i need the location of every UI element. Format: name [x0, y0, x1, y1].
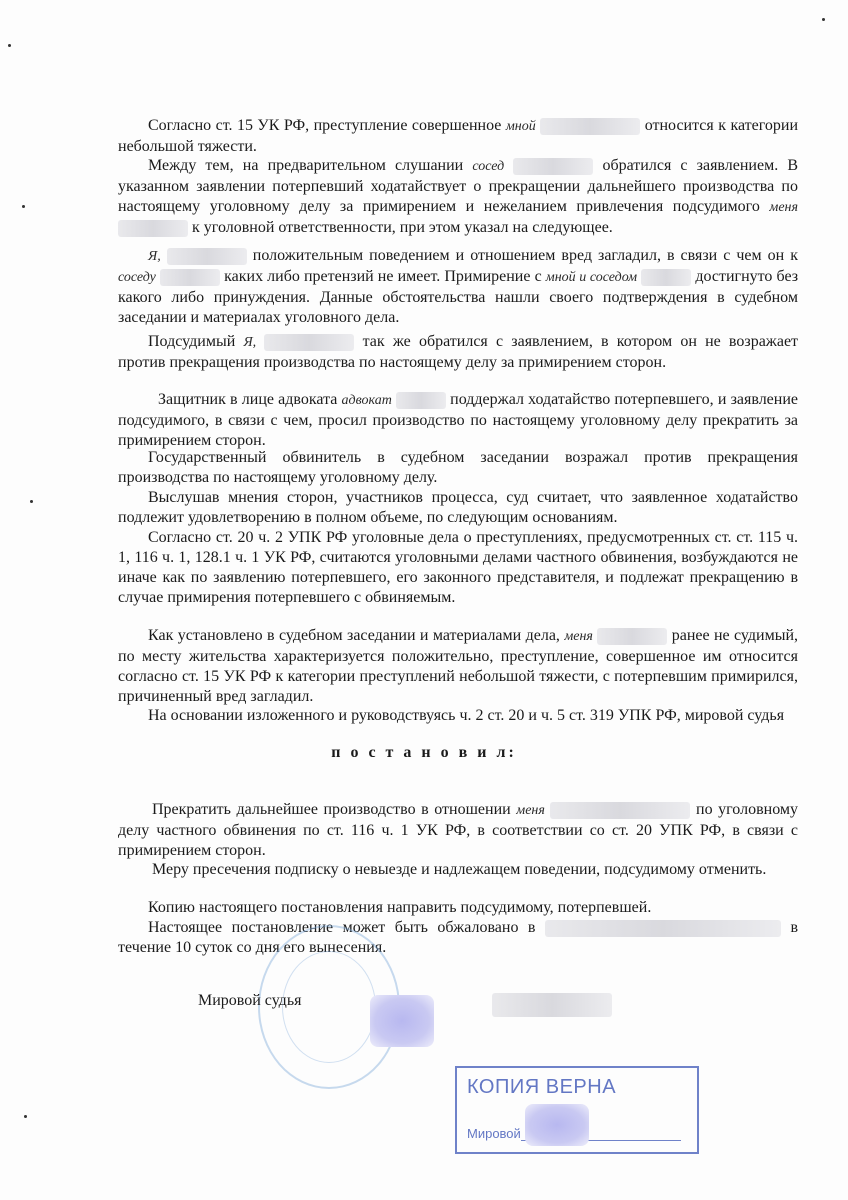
paragraph-13: Копию настоящего постановления направить подсудимому, потерпевшей.	[148, 899, 652, 916]
paragraph-7: Выслушав мнения сторон, участников процесса, суд считает, что заявленное ходатайство подлежит удовлетворению в полном объеме, по следующим основаниям.	[118, 489, 798, 526]
redaction	[641, 269, 691, 286]
redaction	[118, 220, 188, 237]
stamp-signature-redaction	[525, 1104, 589, 1146]
judge-name-redaction	[492, 993, 612, 1017]
signature-label: Мировой судья	[198, 992, 302, 1009]
handwritten-note: мной и соседом	[545, 270, 638, 285]
paragraph-9: Как установлено в судебном заседании и материалами дела, меня ранее не судимый, по месту жительства характеризуется положительно, преступление, совершенное им относится согласно ст. 15 УК РФ к категории преступлений небольшой тяжести, с потерпевшим примирился, причиненный вред загладил.	[118, 627, 799, 705]
resolution-heading: п о с т а н о в и л:	[331, 744, 517, 761]
paragraph-3: Я, положительным поведением и отношением вред загладил, в связи с чем он к соседу каких либо претензий не имеет. Примирение с мной и соседом достигнуто без какого либо принуждения. Данные обстоятельства нашли своего подтверждения в судебном заседании и материалах уголовного дела.	[118, 247, 799, 326]
redaction	[540, 118, 640, 135]
certified-copy-stamp	[455, 1066, 699, 1154]
redaction	[160, 269, 220, 286]
redaction	[550, 802, 690, 819]
stamp-subtitle: Мировой	[467, 1126, 521, 1141]
paragraph-6: Государственный обвинитель в судебном заседании возражал против прекращения производства по настоящему уголовному делу.	[118, 449, 798, 486]
redaction	[167, 248, 247, 265]
paragraph-12: Меру пресечения подписку о невыезде и надлежащем поведении, подсудимому отменить.	[152, 861, 767, 878]
redaction	[513, 158, 593, 175]
handwritten-note: меня	[769, 200, 799, 215]
paragraph-4: Подсудимый Я, так же обратился с заявлением, в котором он не возражает против прекращения производства по настоящему делу за примирением сторон.	[118, 333, 799, 371]
handwritten-note: адвокат	[341, 393, 392, 408]
paragraph-8: Согласно ст. 20 ч. 2 УПК РФ уголовные дела о преступлениях, предусмотренных ст. ст. 115 ч. 1, 116 ч. 1, 128.1 ч. 1 УК РФ, считаются уголовными делами частного обвинения, возбуждаются не иначе как по заявлению потерпевшего, его законного представителя, и подлежат прекращению в случае примирения потерпевшего с обвиняемым.	[118, 529, 798, 606]
paragraph-2: Между тем, на предварительном слушании сосед обратился с заявлением. В указанном заявлении потерпевший ходатайствует о прекращении дальнейшего производства по настоящему уголовному делу за примирением и нежеланием привлечения подсудимого меня к уголовной ответственности, при этом указал на следующее.	[118, 157, 799, 236]
paragraph-10: На основании изложенного и руководствуясь ч. 2 ст. 20 и ч. 5 ст. 319 УПК РФ, мировой судья	[148, 707, 785, 724]
handwritten-note: меня	[564, 629, 593, 644]
redaction	[545, 920, 781, 937]
handwritten-note: меня	[516, 803, 545, 818]
scan-speck	[30, 500, 33, 503]
redaction	[396, 392, 446, 409]
signature-redaction	[370, 995, 434, 1047]
handwritten-note: мной	[505, 119, 536, 134]
paragraph-14: Настоящее постановление может быть обжаловано в в течение 10 суток со дня его вынесения.	[118, 919, 799, 956]
scan-speck	[22, 205, 25, 208]
paragraph-5: Защитник в лице адвоката адвокат поддержал ходатайство потерпевшего, и заявление подсудимого, в связи с чем, просил производство по настоящему уголовному делу прекратить за примирением сторон.	[118, 391, 799, 449]
scan-speck	[822, 18, 825, 21]
scan-speck	[24, 1115, 27, 1118]
handwritten-note: соседу	[118, 270, 156, 285]
handwritten-note: Я,	[243, 335, 257, 350]
stamp-title: КОПИЯ ВЕРНА	[467, 1076, 617, 1098]
redaction	[597, 628, 667, 645]
paragraph-11: Прекратить дальнейшее производство в отношении меня по уголовному делу частного обвинения по ст. 116 ч. 1 УК РФ, в соответствии со ст. 20 УПК РФ, в связи с примирением сторон.	[118, 801, 799, 859]
handwritten-note: Я,	[148, 249, 161, 264]
paragraph-1: Согласно ст. 15 УК РФ, преступление совершенное мной относится к категории небольшой тяжести.	[118, 117, 799, 155]
handwritten-note: сосед	[472, 159, 505, 174]
scan-speck	[8, 44, 11, 47]
redaction	[264, 334, 354, 351]
